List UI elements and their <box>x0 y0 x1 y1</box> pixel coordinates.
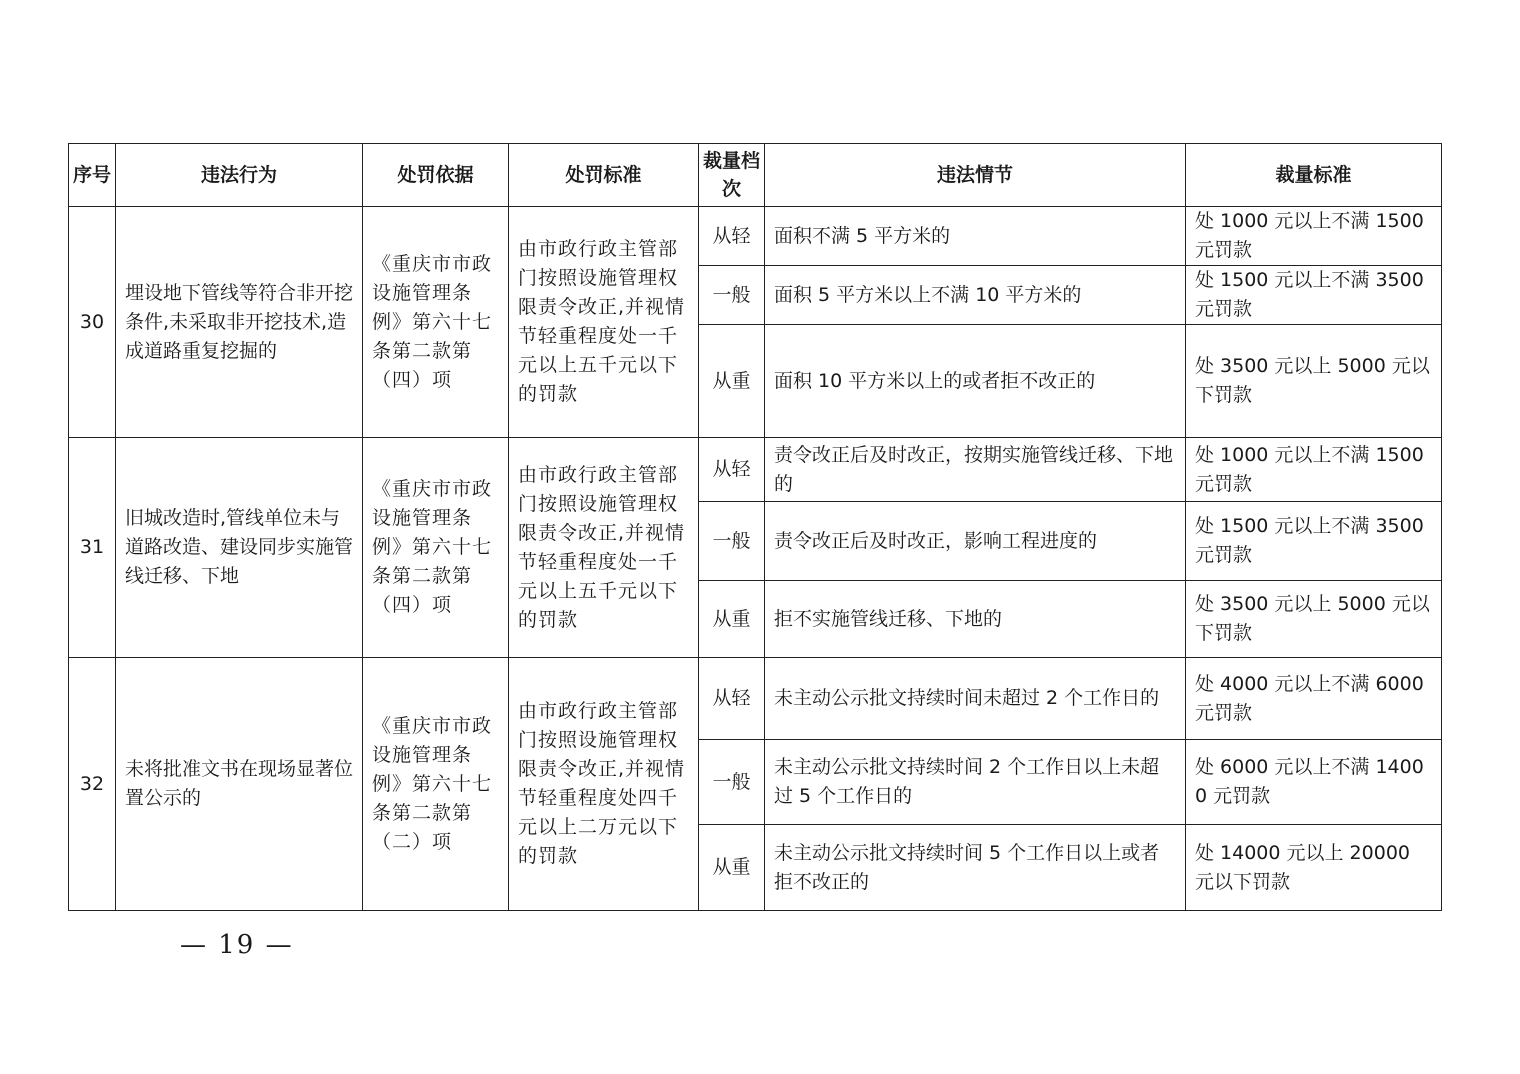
header-seq: 序号 <box>69 144 116 207</box>
header-standard: 处罚标准 <box>509 144 699 207</box>
row-grade: 从重 <box>699 825 765 911</box>
header-discretion: 裁量标准 <box>1186 144 1442 207</box>
row-grade: 从轻 <box>699 207 765 266</box>
row-basis: 《重庆市市政设施管理条例》第六十七条第二款第（四）项 <box>363 207 509 438</box>
row-grade: 从轻 <box>699 658 765 740</box>
row-standard: 由市政行政主管部门按照设施管理权限责令改正,并视情节轻重程度处四千元以上二万元以下的罚款 <box>509 658 699 911</box>
row-seq: 30 <box>69 207 116 438</box>
row-circumstance: 责令改正后及时改正，影响工程进度的 <box>765 502 1186 581</box>
table-row <box>69 438 1442 502</box>
penalty-discretion-table <box>68 143 1442 911</box>
row-discretion: 处 1000 元以上不满 1500 元罚款 <box>1186 438 1442 502</box>
page-number: — 19 — <box>180 930 294 960</box>
row-grade: 从重 <box>699 325 765 438</box>
row-circumstance: 责令改正后及时改正，按期实施管线迁移、下地的 <box>765 438 1186 502</box>
row-discretion: 处 1500 元以上不满 3500 元罚款 <box>1186 502 1442 581</box>
header-circumstance: 违法情节 <box>765 144 1186 207</box>
row-circumstance: 拒不实施管线迁移、下地的 <box>765 581 1186 658</box>
row-grade: 一般 <box>699 502 765 581</box>
row-discretion: 处 1000 元以上不满 1500 元罚款 <box>1186 207 1442 266</box>
row-behavior: 旧城改造时,管线单位未与道路改造、建设同步实施管线迁移、下地 <box>116 438 363 658</box>
header-behavior: 违法行为 <box>116 144 363 207</box>
row-basis: 《重庆市市政设施管理条例》第六十七条第二款第（二）项 <box>363 658 509 911</box>
row-circumstance: 面积 5 平方米以上不满 10 平方米的 <box>765 266 1186 325</box>
row-discretion: 处 3500 元以上 5000 元以下罚款 <box>1186 581 1442 658</box>
row-circumstance: 未主动公示批文持续时间 2 个工作日以上未超过 5 个工作日的 <box>765 740 1186 825</box>
table-row <box>69 658 1442 740</box>
row-grade: 一般 <box>699 266 765 325</box>
header-grade: 裁量档次 <box>699 144 765 207</box>
row-circumstance: 面积不满 5 平方米的 <box>765 207 1186 266</box>
row-discretion: 处 6000 元以上不满 14000 元罚款 <box>1186 740 1442 825</box>
header-basis: 处罚依据 <box>363 144 509 207</box>
row-behavior: 未将批准文书在现场显著位置公示的 <box>116 658 363 911</box>
row-discretion: 处 3500 元以上 5000 元以下罚款 <box>1186 325 1442 438</box>
row-standard: 由市政行政主管部门按照设施管理权限责令改正,并视情节轻重程度处一千元以上五千元以下的罚款 <box>509 438 699 658</box>
row-discretion: 处 1500 元以上不满 3500 元罚款 <box>1186 266 1442 325</box>
row-seq: 32 <box>69 658 116 911</box>
row-circumstance: 未主动公示批文持续时间未超过 2 个工作日的 <box>765 658 1186 740</box>
row-standard: 由市政行政主管部门按照设施管理权限责令改正,并视情节轻重程度处一千元以上五千元以下的罚款 <box>509 207 699 438</box>
row-basis: 《重庆市市政设施管理条例》第六十七条第二款第（四）项 <box>363 438 509 658</box>
row-discretion: 处 4000 元以上不满 6000 元罚款 <box>1186 658 1442 740</box>
row-seq: 31 <box>69 438 116 658</box>
row-circumstance: 未主动公示批文持续时间 5 个工作日以上或者拒不改正的 <box>765 825 1186 911</box>
table-header-row <box>69 144 1442 207</box>
table-row <box>69 207 1442 266</box>
row-discretion: 处 14000 元以上 20000 元以下罚款 <box>1186 825 1442 911</box>
row-grade: 从重 <box>699 581 765 658</box>
row-grade: 一般 <box>699 740 765 825</box>
row-grade: 从轻 <box>699 438 765 502</box>
row-circumstance: 面积 10 平方米以上的或者拒不改正的 <box>765 325 1186 438</box>
row-behavior: 埋设地下管线等符合非开挖条件,未采取非开挖技术,造成道路重复挖掘的 <box>116 207 363 438</box>
